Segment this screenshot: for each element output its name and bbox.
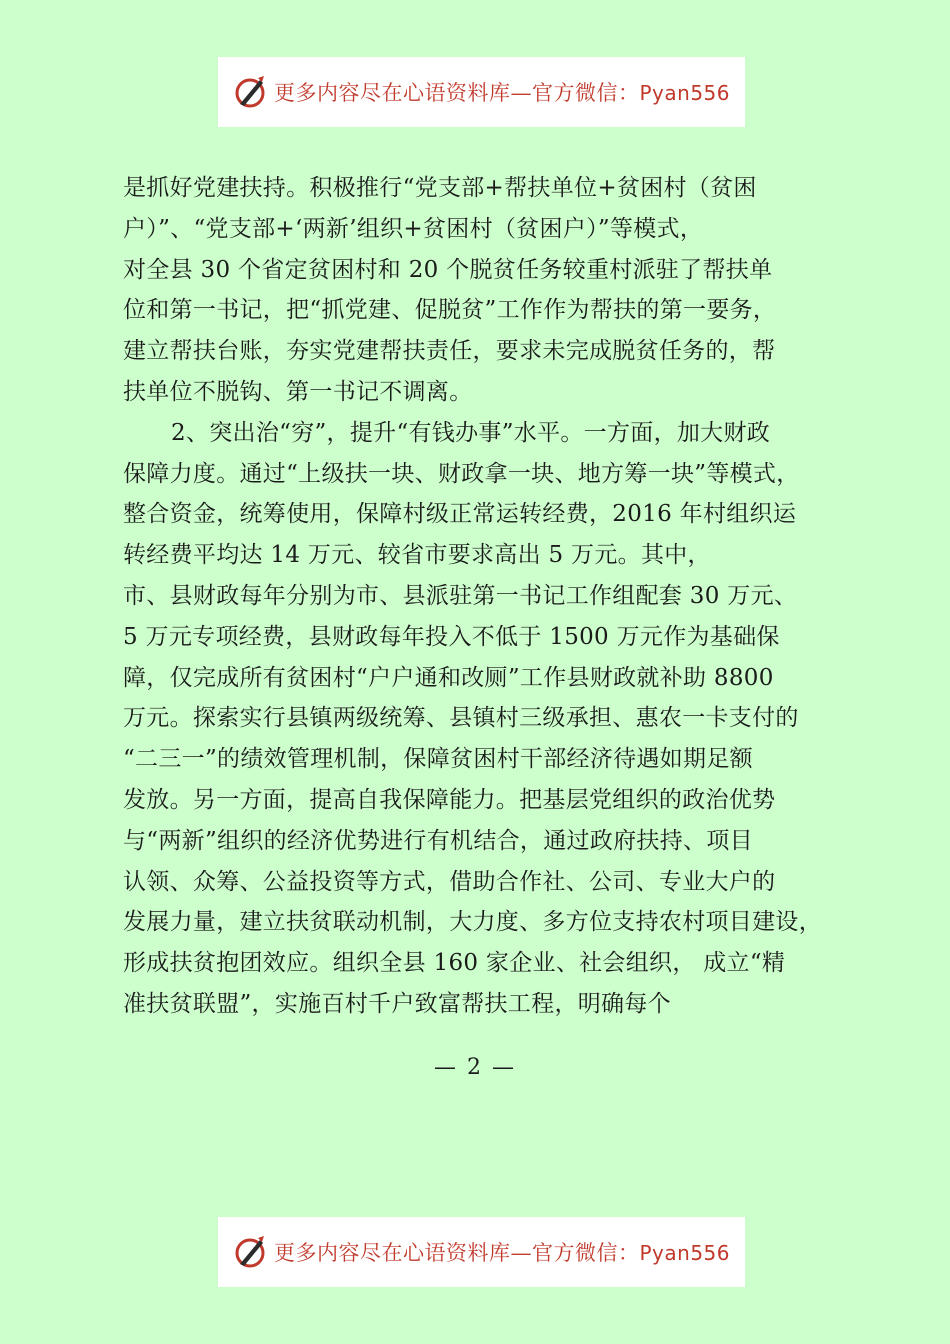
banner-text [274, 77, 730, 107]
banner-slogan: 更多内容尽在心语资料库—官方微信： [274, 81, 640, 105]
text-line: 与“两新”组织的经济优势进行有机结合，通过政府扶持、项目 [123, 827, 753, 854]
text-line: 保障力度。通过“上级扶一块、财政拿一块、地方筹一块”等模式， [123, 460, 800, 487]
paragraph-start-line: 2、突出治“穷”，提升“有钱办事”水平。一方面，加大财政 [171, 419, 771, 446]
text-line: 市、县财政每年分别为市、县派驻第一书记工作组配套 30 万元、 [123, 582, 798, 609]
text-line: 位和第一书记，把“抓党建、促脱贫”工作作为帮扶的第一要务， [123, 297, 777, 324]
text-line: 户）”、“党支部+‘两新’组织+贫困村（贫困户）”等模式， [123, 215, 704, 242]
page-number: — 2 — [434, 1055, 516, 1080]
header-banner [218, 57, 745, 127]
document-body [123, 168, 853, 1025]
text-line: 准扶贫联盟”，实施百村千户致富帮扶工程，明确每个 [123, 990, 671, 1017]
text-line: 5 万元专项经费，县财政每年投入不低于 1500 万元作为基础保 [123, 623, 780, 650]
text-line: 万元。探索实行县镇两级统筹、县镇村三级承担、惠农一卡支付的 [123, 705, 799, 732]
text-line: 对全县 30 个省定贫困村和 20 个脱贫任务较重村派驻了帮扶单 [123, 256, 773, 283]
text-line: 发放。另一方面，提高自我保障能力。把基层党组织的政治优势 [123, 786, 776, 813]
footer-banner [218, 1217, 745, 1287]
text-line: “二三一”的绩效管理机制，保障贫困村干部经济待遇如期足额 [123, 746, 753, 773]
text-line: 整合资金，统筹使用，保障村级正常运转经费，2016 年村组织运 [123, 501, 797, 528]
text-line: 障，仅完成所有贫困村“户户通和改厕”工作县财政就补助 8800 [123, 664, 774, 691]
pen-circle-logo-icon [232, 1234, 268, 1270]
text-line: 建立帮扶台账，夯实党建帮扶责任，要求未完成脱贫任务的，帮 [123, 338, 776, 365]
text-line: 扶单位不脱钩、第一书记不调离。 [123, 378, 473, 405]
text-line: 发展力量，建立扶贫联动机制，大力度、多方位支持农村项目建设， [123, 909, 822, 936]
text-line: 是抓好党建扶持。积极推行“党支部+帮扶单位+贫困村（贫困 [123, 175, 757, 201]
text-line: 形成扶贫抱团效应。组织全县 160 家企业、社会组织， 成立“精 [123, 950, 786, 977]
text-line: 转经费平均达 14 万元、较省市要求高出 5 万元。其中， [123, 542, 711, 569]
banner-wechat-id: Pyan556 [639, 81, 731, 105]
banner-slogan: 更多内容尽在心语资料库—官方微信： [274, 1241, 640, 1265]
pen-circle-logo-icon [232, 74, 268, 110]
banner-text [274, 1237, 730, 1267]
banner-wechat-id: Pyan556 [639, 1241, 731, 1265]
text-line: 认领、众筹、公益投资等方式，借助合作社、公司、专业大户的 [123, 868, 776, 895]
